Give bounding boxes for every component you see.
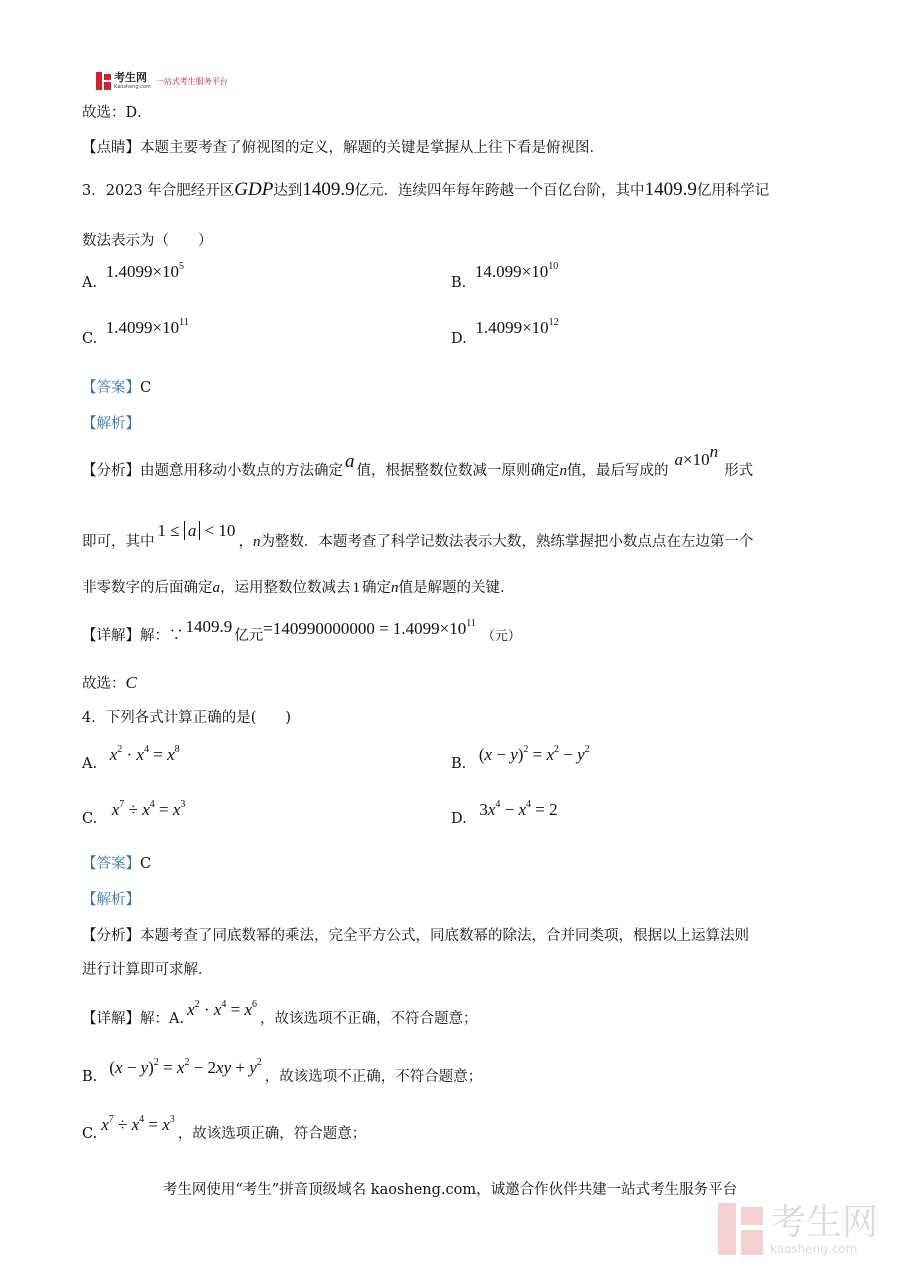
expr-base: 14.099×10 [474, 262, 549, 281]
q3-fenxi-line1 [82, 442, 754, 481]
xiangjie-num: 1409.9 [185, 617, 233, 636]
var-a: a [345, 451, 355, 472]
fenxi-text: 由题意用移动小数点的方法确定 [140, 463, 343, 479]
form-n: n [709, 442, 719, 461]
expr-exp: 10 [548, 261, 559, 272]
q4-detail-c [82, 1114, 367, 1144]
fenxi-text: 确定 [362, 580, 391, 596]
page-footer: 考生网使用“考生”拼音顶级域名 kaosheng.com，诚邀合作伙伴共建一站式考生服务平台 [162, 1182, 738, 1198]
option-expr: $(x - y)^2 = x^2 - y^2$ [478, 744, 590, 764]
option-expr: $x^7 \div x^4 = x^3$ [111, 799, 186, 819]
sci-form [674, 442, 719, 469]
q3-num: 1409.9 [302, 179, 355, 200]
dianjing-tag: 【点睛】 [82, 140, 140, 156]
eq-text: =140990000000 = 1.4099×10 [263, 619, 467, 638]
logo-mark-icon [96, 72, 111, 90]
option-expr [106, 262, 184, 281]
option-label: A. [82, 756, 98, 772]
q4-fenxi-line2: 进行计算即可求解． [82, 962, 213, 978]
fenxi-text: 值，最后写成的 [567, 463, 669, 479]
q4-option-b [451, 744, 590, 774]
detail-text: ，故该选项不正确，不符合题意； [264, 1069, 483, 1085]
detail-text: ，故该选项正确，符合题意； [177, 1126, 367, 1142]
eq-exp: 11 [466, 618, 476, 629]
range-expr [158, 521, 236, 540]
logo-en: Kaosheng.com [114, 84, 151, 90]
range-a: a [184, 521, 201, 540]
q3-jiexi-tag: 【解析】 [82, 416, 140, 432]
option-label: D. [451, 331, 467, 347]
option-expr: $x^2 \cdot x^4 = x^8$ [109, 744, 180, 764]
q3-gdp: GDP [234, 179, 274, 200]
q3-choice [82, 673, 137, 694]
fenxi-text: 即可，其中 [82, 534, 155, 550]
watermark-logo [718, 1203, 878, 1255]
range-left: 1 ≤ [157, 521, 184, 540]
answer-tag: 【答案】 [82, 380, 140, 396]
var-n: n [252, 534, 261, 550]
option-label: C. [82, 811, 98, 827]
form-mid: ×10 [683, 450, 710, 469]
var-a: a [212, 580, 220, 596]
q4-option-a [82, 744, 180, 774]
xiangjie-yuan: （元） [481, 629, 521, 644]
xiangjie-tag: 【详解】 [82, 628, 140, 644]
q4-option-d [451, 799, 558, 829]
site-logo [96, 72, 228, 90]
q3-stem-b: 达到 [273, 183, 303, 199]
fenxi-text: ，运用整数位数减去 [220, 580, 351, 596]
q2-dianjing [82, 138, 604, 158]
q3-stem-c: 亿元．连续四年每年跨越一个百亿台阶，其中 [354, 183, 645, 199]
xiangjie-eq [263, 619, 476, 638]
q3-fenxi-line2 [82, 521, 754, 552]
fenxi-text: 值是解题的关键． [398, 580, 515, 596]
num-one: 1 [352, 580, 360, 596]
q3-stem-d: 亿用科学记 [696, 183, 770, 199]
watermark-cn: 考生网 [770, 1202, 879, 1243]
fenxi-tag: 【分析】 [82, 463, 140, 479]
option-expr [475, 262, 558, 281]
detail-expr: $(x - y)^2 = x^2 - 2xy + y^2$ [109, 1057, 262, 1077]
detail-label: B. [82, 1069, 98, 1085]
expr-exp: 5 [179, 261, 185, 272]
detail-expr: $x^7 \div x^4 = x^3$ [101, 1114, 175, 1134]
expr-base: 1.4099×10 [105, 262, 180, 281]
q4-fenxi-line1 [82, 926, 749, 946]
option-expr [106, 318, 189, 337]
detail-label: C. [82, 1126, 98, 1142]
dianjing-text: 本题主要考查了俯视图的定义，解题的关键是掌握从上往下看是俯视图． [140, 140, 604, 156]
option-label: A. [82, 275, 98, 291]
option-label: D. [451, 811, 467, 827]
q4-detail-b [82, 1057, 483, 1087]
option-expr [475, 318, 558, 337]
answer-value: C [140, 856, 152, 872]
watermark-mark-icon [718, 1203, 764, 1255]
q2-choice: 故选：D． [82, 105, 152, 121]
choice-label: 故选： [82, 676, 126, 692]
detail-expr: $x^2 \cdot x^4 = x^6$ [187, 999, 257, 1019]
form-a: a [674, 450, 683, 469]
fenxi-text: 值，根据整数位数减一原则确定 [356, 463, 560, 479]
fenxi-tag: 【分析】 [82, 928, 140, 944]
expr-exp: 11 [179, 317, 189, 328]
q3-answer [82, 378, 151, 398]
fenxi-text: 形式 [724, 463, 754, 479]
logo-cn: 考生网 [114, 71, 147, 84]
q3-stem-line2: 数法表示为（ ） [82, 233, 213, 249]
q4-answer [82, 854, 151, 874]
var-n: n [559, 463, 567, 479]
fenxi-text: 本题考查了同底数幂的乘法，完全平方公式，同底数幂的除法，合并同类项，根据以上运算法则 [140, 928, 749, 944]
var-n: n [391, 580, 399, 596]
q3-num-2: 1409.9 [644, 179, 697, 200]
range-right: < 10 [200, 521, 236, 540]
option-expr: $3x^4 - x^4 = 2$ [479, 799, 558, 819]
answer-value: C [140, 380, 152, 396]
option-label: B. [451, 756, 467, 772]
fenxi-text: 为整数．本题考查了科学记数法表示大数，熟练掌握把小数点点在左边第一个 [260, 534, 754, 550]
xiangjie-a: 解：A. [140, 1011, 185, 1027]
q3-fenxi-line3 [82, 578, 515, 598]
detail-text: ，故该选项不正确，不符合题意； [260, 1011, 478, 1027]
watermark-en: kaosheng.com [770, 1242, 858, 1256]
choice-value: C [125, 673, 137, 692]
q4-jiexi-tag: 【解析】 [82, 892, 140, 908]
answer-tag: 【答案】 [82, 856, 140, 872]
fenxi-text: 非零数字的后面确定 [82, 580, 213, 596]
expr-base: 1.4099×10 [105, 318, 180, 337]
expr-exp: 12 [548, 317, 559, 328]
q4-detail-a [82, 999, 478, 1029]
q3-stem-a: 3．2023 年合肥经开区 [82, 183, 235, 199]
xiangjie-a: 解：∵ [140, 628, 184, 644]
option-label: C. [82, 331, 98, 347]
q3-xiangjie [82, 617, 521, 647]
q4-option-c [82, 799, 186, 829]
xiangjie-unit: 亿元 [234, 628, 264, 644]
xiangjie-tag: 【详解】 [82, 1011, 140, 1027]
q4-stem: 4．下列各式计算正确的是( ) [82, 710, 292, 726]
logo-tagline: 一站式考生服务平台 [155, 76, 228, 86]
expr-base: 1.4099×10 [475, 318, 549, 337]
fenxi-text: ， [238, 534, 253, 550]
q3-stem-line1 [82, 180, 769, 201]
option-label: B. [451, 275, 467, 291]
